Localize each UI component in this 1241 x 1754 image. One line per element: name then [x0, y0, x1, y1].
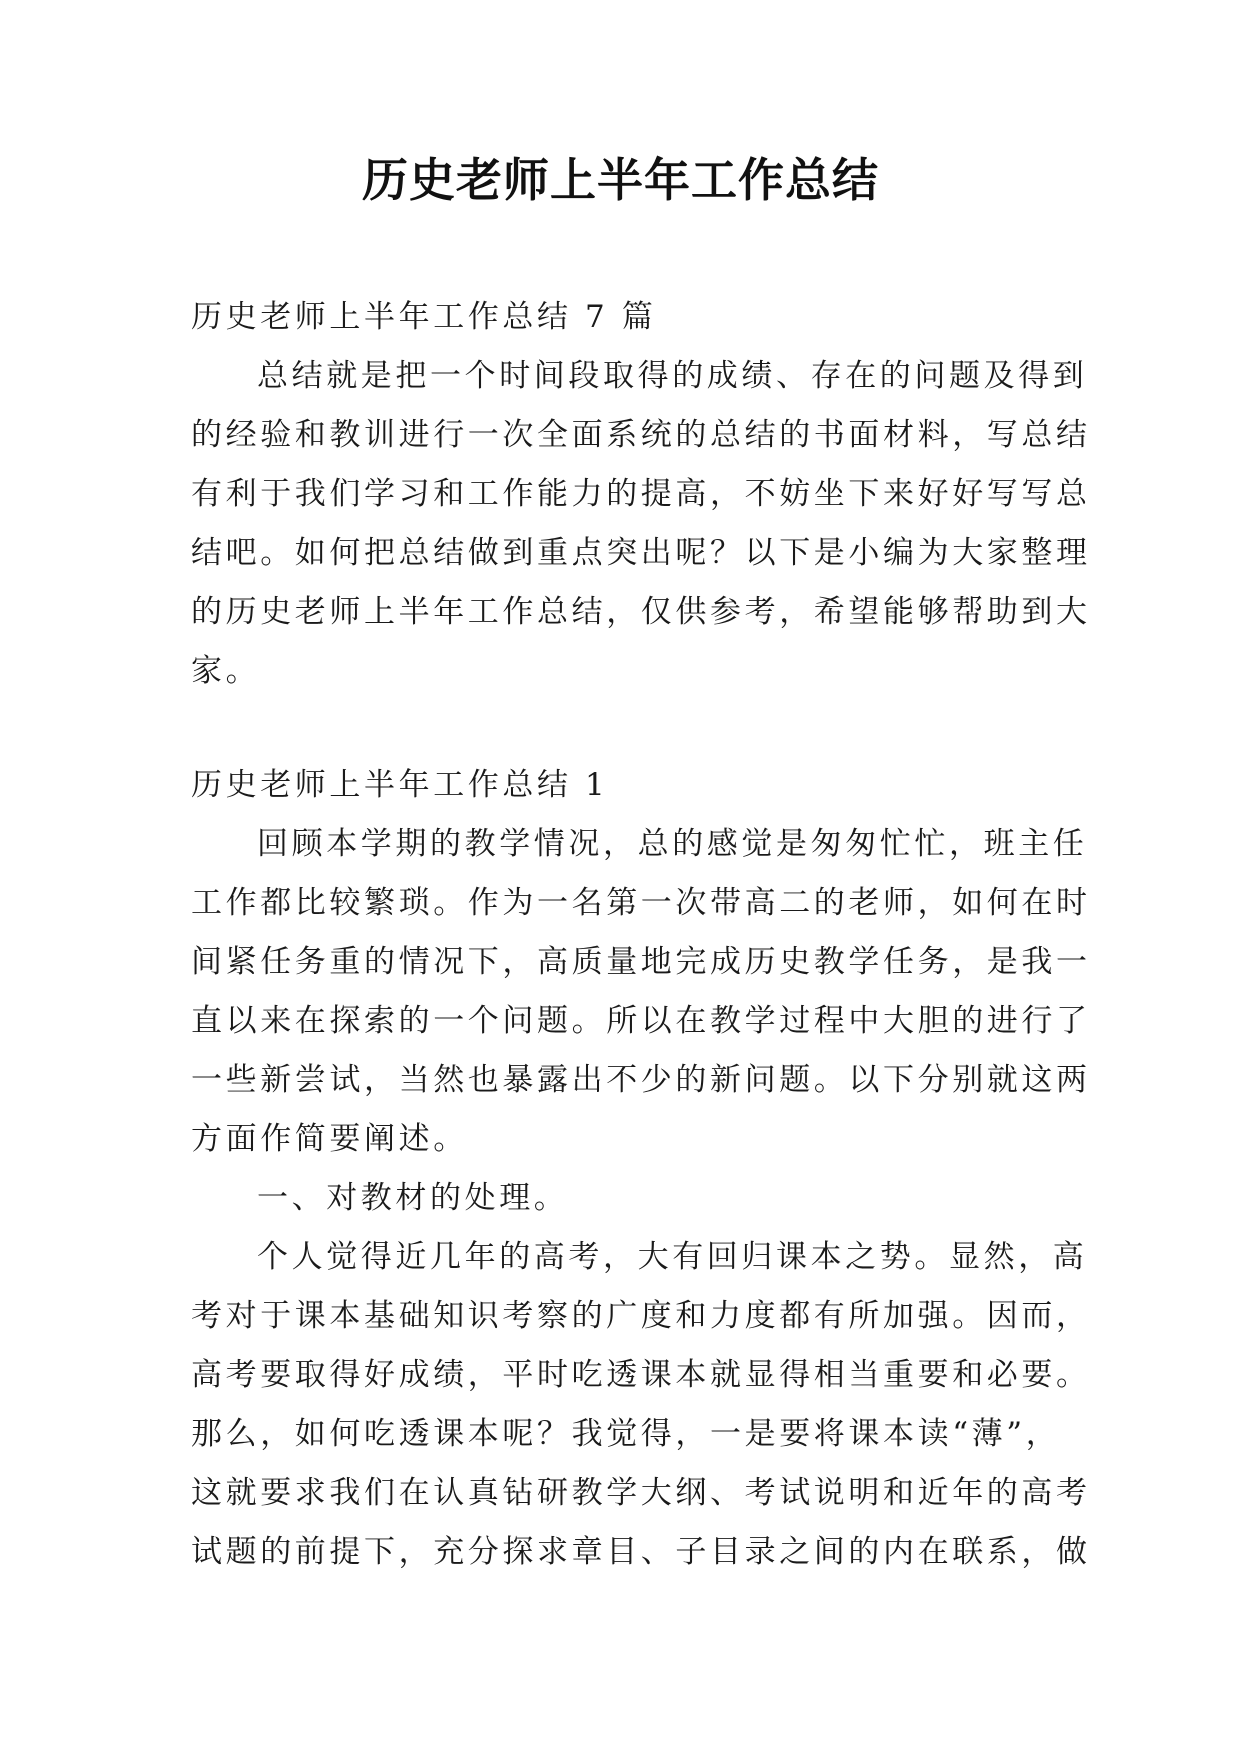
- paragraph-spacer: [191, 701, 1051, 756]
- text-line: 历史老师上半年工作总结 7 篇: [191, 299, 657, 335]
- text-line: 试题的前提下，充分探求章目、子目录之间的内在联系，做: [191, 1534, 1091, 1570]
- paragraph-first-line: 总结就是把一个时间段取得的成绩、存在的问题及得到: [257, 358, 1088, 394]
- text-line: 家。: [191, 653, 261, 689]
- text-line: 工作都比较繁琐。作为一名第一次带高二的老师，如何在时: [191, 885, 1091, 921]
- text-line: 高考要取得好成绩，平时吃透课本就显得相当重要和必要。: [191, 1357, 1091, 1393]
- text-line: 的历史老师上半年工作总结，仅供参考，希望能够帮助到大: [191, 594, 1091, 630]
- text-line: 结吧。如何把总结做到重点突出呢？以下是小编为大家整理: [191, 535, 1091, 571]
- text-line: 间紧任务重的情况下，高质量地完成历史教学任务，是我一: [191, 944, 1091, 980]
- paragraph-first-line: 回顾本学期的教学情况，总的感觉是匆匆忙忙，班主任: [257, 826, 1088, 862]
- text-line: 一些新尝试，当然也暴露出不少的新问题。以下分别就这两: [191, 1062, 1091, 1098]
- document-body: [191, 288, 1091, 1582]
- paragraph-first-line: 一、对教材的处理。: [257, 1180, 569, 1216]
- text-line: 历史老师上半年工作总结 1: [191, 767, 609, 803]
- text-line: 考对于课本基础知识考察的广度和力度都有所加强。因而，: [191, 1298, 1091, 1334]
- text-line: 有利于我们学习和工作能力的提高，不妨坐下来好好写写总: [191, 476, 1091, 512]
- text-line: 那么，如何吃透课本呢？我觉得，一是要将课本读“薄”，: [191, 1416, 1061, 1452]
- text-line: 的经验和教训进行一次全面系统的总结的书面材料，写总结: [191, 417, 1091, 453]
- paragraph-first-line: 个人觉得近几年的高考，大有回归课本之势。显然，高: [257, 1239, 1088, 1275]
- text-line: 直以来在探索的一个问题。所以在教学过程中大胆的进行了: [191, 1003, 1091, 1039]
- text-line: 这就要求我们在认真钻研教学大纲、考试说明和近年的高考: [191, 1475, 1091, 1511]
- text-line: 方面作简要阐述。: [191, 1121, 468, 1157]
- document-title: 历史老师上半年工作总结: [362, 153, 879, 207]
